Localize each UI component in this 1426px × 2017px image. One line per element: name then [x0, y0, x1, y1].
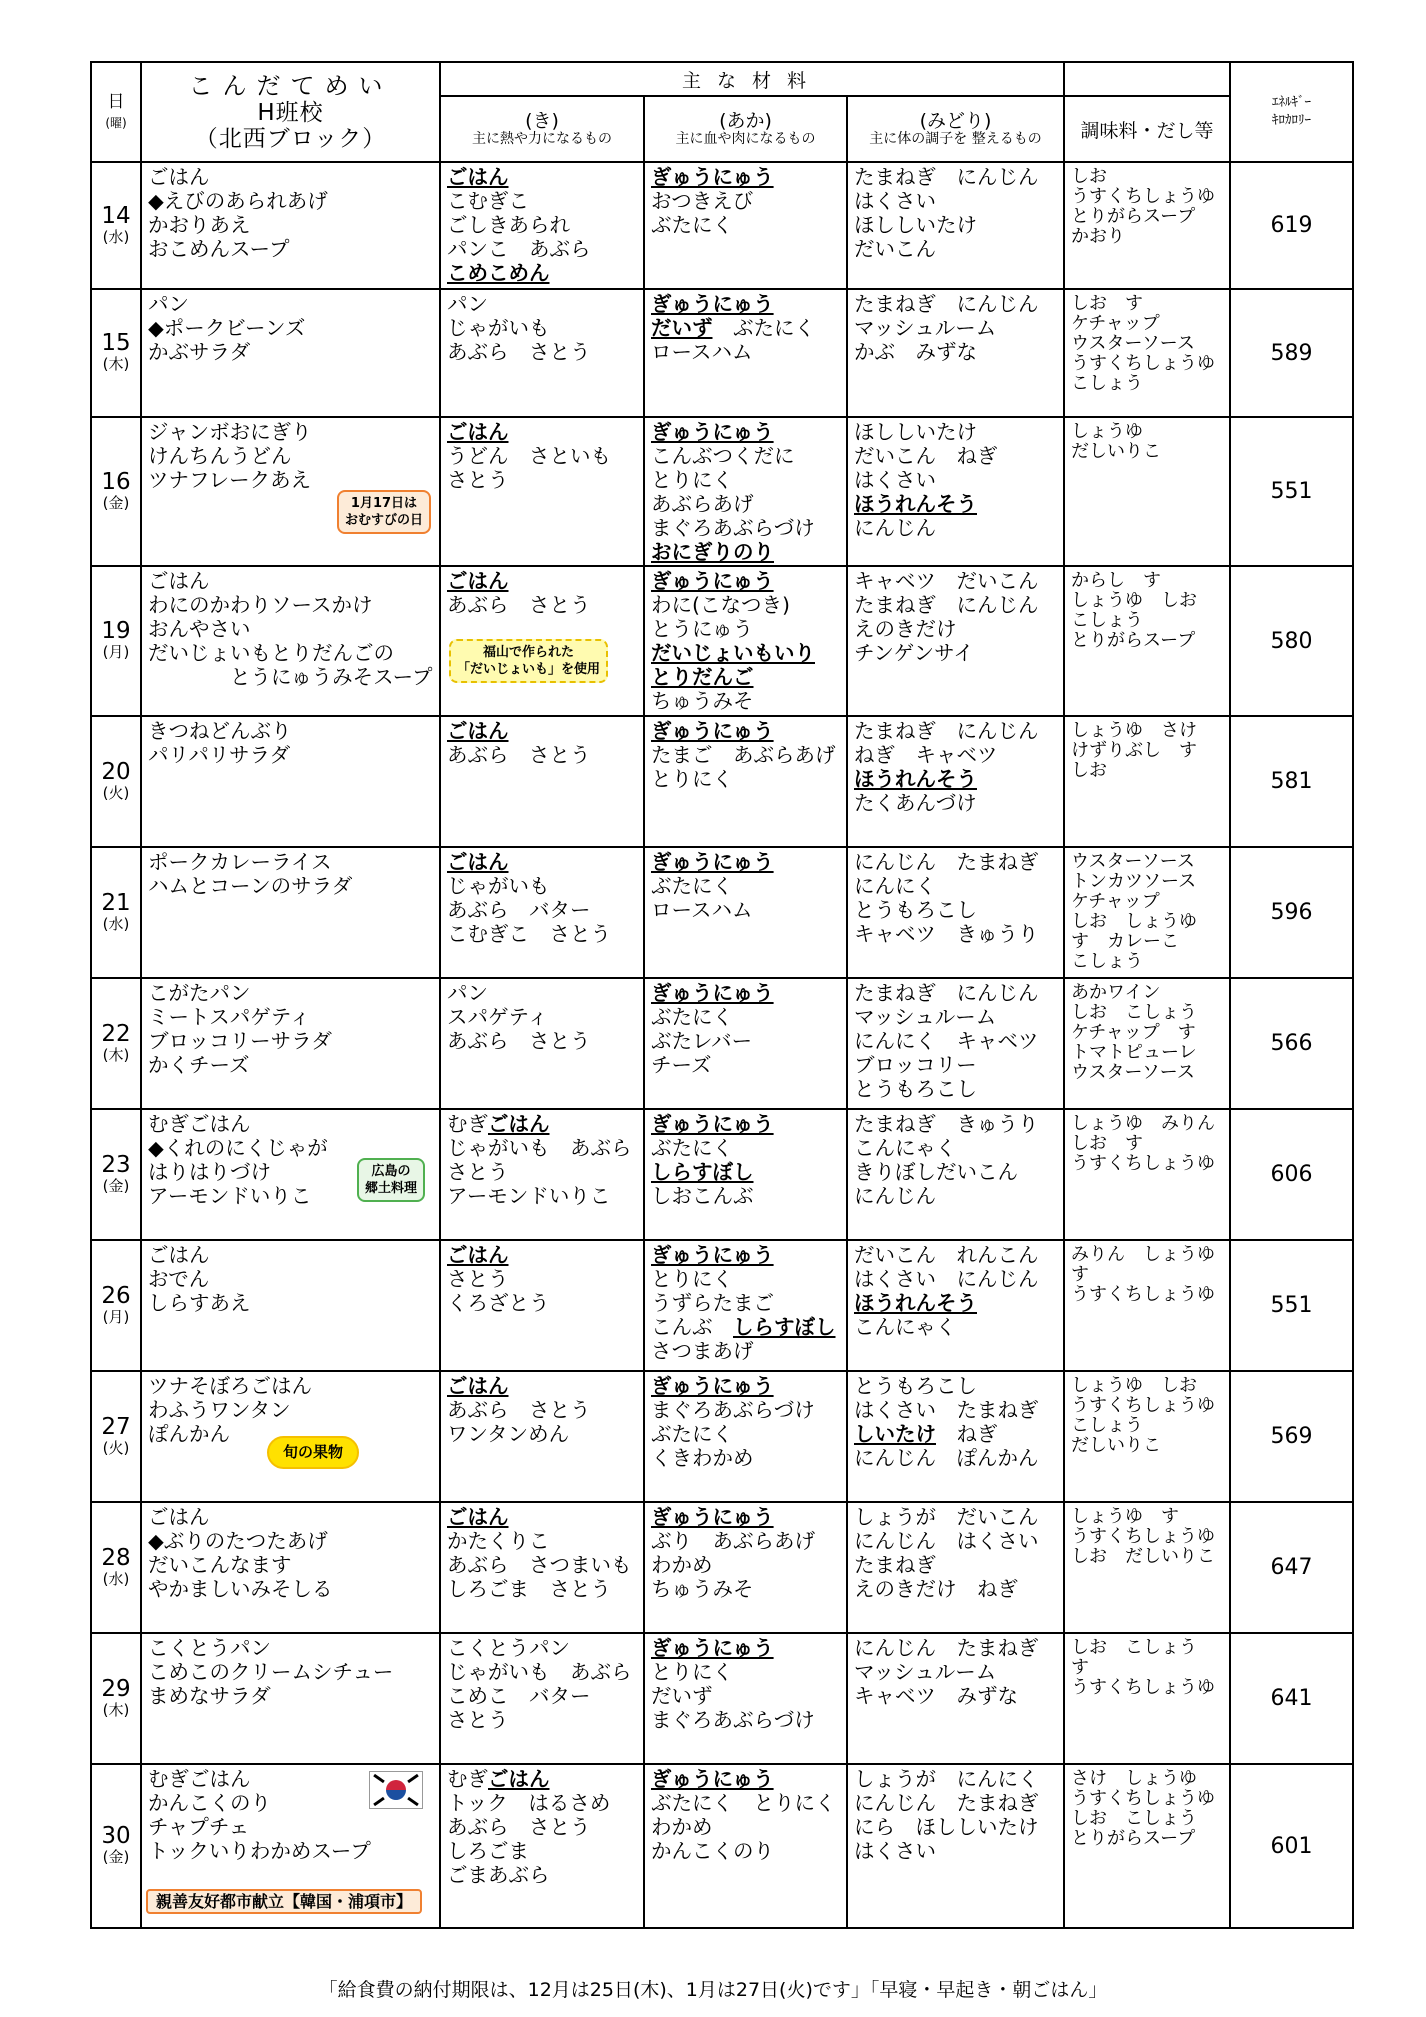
kcal-cell: 551	[1230, 417, 1353, 566]
day-cell	[91, 1502, 141, 1633]
menu-row	[91, 1240, 1353, 1371]
midori-cell-text: だいこん れんこん はくさい にんじん ほうれんそう こんにゃく	[854, 1243, 1039, 1339]
day-cell	[91, 1109, 141, 1240]
energy-label: ｴﾈﾙｷﾞｰ	[1272, 95, 1312, 110]
aka-cell-text: ぎゅうにゅう とりにく だいず まぐろあぶらづけ	[651, 1636, 815, 1732]
ki-cell	[440, 978, 644, 1109]
menu-cell-text: パン ◆ポークビーンズ かぶサラダ	[148, 292, 306, 364]
midori-cell-text: にんじん たまねぎ マッシュルーム キャベツ みずな	[854, 1636, 1039, 1708]
day-number: 27	[101, 1413, 131, 1440]
note-hiroshima: 広島の 郷土料理	[357, 1158, 425, 1202]
seasoning-cell-text: さけ しょうゆ うすくちしょうゆ しお こしょう とりがらスープ	[1071, 1768, 1216, 1849]
day-cell	[91, 289, 141, 417]
menu-row	[91, 566, 1353, 716]
highlight-ingredient: ごはん	[447, 420, 509, 444]
day-number: 30	[101, 1823, 131, 1849]
seasoning-cell-text: しお す ケチャップ ウスターソース うすくちしょうゆ こしょう	[1071, 293, 1216, 394]
menu-row	[91, 1109, 1353, 1240]
day-number: 21	[101, 889, 131, 916]
midori-cell	[847, 1764, 1064, 1928]
menu-cell-text: むぎごはん かんこくのり チャプチェ トックいりわかめスープ	[148, 1767, 371, 1863]
weekday: (月)	[102, 643, 130, 661]
seasoning-cell	[1064, 1502, 1230, 1633]
kcal-cell: 580	[1230, 566, 1353, 716]
ki-cell	[440, 289, 644, 417]
aka-cell	[644, 162, 847, 289]
midori-cell	[847, 1502, 1064, 1633]
menu-row	[91, 978, 1353, 1109]
aka-cell	[644, 1109, 847, 1240]
midori-cell	[847, 1240, 1064, 1371]
midori-cell-text: たまねぎ にんじん ねぎ キャベツ ほうれんそう たくあんづけ	[854, 719, 1039, 815]
midori-cell-text: しょうが にんにく にんじん たまねぎ にら ほししいたけ はくさい	[854, 1767, 1039, 1863]
menu-cell-text: きつねどんぶり パリパリサラダ	[148, 719, 292, 767]
highlight-ingredient: ぎゅうにゅう	[651, 1243, 774, 1267]
aka-cell	[644, 1371, 847, 1502]
aka-cell	[644, 1633, 847, 1764]
day-number: 20	[101, 758, 131, 785]
seasoning-cell	[1064, 289, 1230, 417]
header-seasoning: 調味料・だし等	[1064, 96, 1230, 162]
midori-cell-text: たまねぎ きゅうり こんにゃく きりぼしだいこん にんじん	[854, 1112, 1039, 1208]
seasoning-cell	[1064, 1109, 1230, 1240]
weekday-label: (曜)	[105, 115, 127, 130]
highlight-ingredient: ごはん	[488, 1112, 550, 1136]
menu-cell-text: ごはん ◆えびのあられあげ かおりあえ おこめんスープ	[148, 165, 328, 261]
school-name: H班校	[257, 99, 324, 126]
kcal-cell: 551	[1230, 1240, 1353, 1371]
day-cell	[91, 162, 141, 289]
midori-cell-text: キャベツ だいこん たまねぎ にんじん えのきだけ チンゲンサイ	[854, 569, 1039, 665]
ki-cell	[440, 417, 644, 566]
day-cell	[91, 566, 141, 716]
ki-cell-text: ごはん さとう くろざとう	[447, 1243, 550, 1315]
ki-cell	[440, 1240, 644, 1371]
midori-cell-text: ほししいたけ だいこん ねぎ はくさい ほうれんそう にんじん	[854, 420, 998, 540]
highlight-ingredient: ごはん	[488, 1767, 550, 1791]
highlight-ingredient: ほうれんそう	[854, 492, 977, 516]
menu-cell	[141, 1371, 440, 1502]
highlight-ingredient: ごはん	[447, 850, 509, 874]
day-number: 19	[101, 618, 131, 644]
highlight-ingredient: ごはん	[447, 1374, 509, 1398]
aka-cell-text: ぎゅうにゅう おつきえび ぶたにく	[651, 165, 774, 237]
menu-cell-text: こくとうパン こめこのクリームシチュー まめなサラダ	[148, 1636, 394, 1708]
seasoning-cell	[1064, 162, 1230, 289]
seasoning-cell-text: しょうゆ みりん しお す うすくちしょうゆ	[1071, 1113, 1216, 1174]
highlight-ingredient: おにぎりのり	[651, 540, 774, 564]
seasoning-cell-text: ウスターソース トンカツソース ケチャップ しお しょうゆ す カレーこ こしょう	[1071, 851, 1198, 972]
ki-cell	[440, 1109, 644, 1240]
ki-cell	[440, 1371, 644, 1502]
aka-desc: 主に血や肉になるもの	[675, 130, 816, 147]
highlight-ingredient: しいたけ	[854, 1422, 936, 1446]
kcal-cell: 647	[1230, 1502, 1353, 1633]
header-midori	[847, 96, 1064, 162]
header-blank	[1064, 62, 1230, 96]
aka-cell	[644, 289, 847, 417]
header-menu	[141, 62, 440, 162]
menu-row	[91, 289, 1353, 417]
midori-cell	[847, 162, 1064, 289]
menu-table	[90, 61, 1354, 1929]
weekday: (木)	[102, 355, 130, 373]
menu-row	[91, 1764, 1353, 1928]
highlight-ingredient: ほうれんそう	[854, 1291, 977, 1315]
menu-cell	[141, 1240, 440, 1371]
day-number: 15	[101, 330, 131, 356]
seasoning-cell-text: からし す しょうゆ しお こしょう とりがらスープ	[1071, 570, 1198, 651]
midori-cell	[847, 847, 1064, 978]
highlight-ingredient: ぎゅうにゅう	[651, 165, 774, 189]
menu-cell	[141, 417, 440, 566]
highlight-ingredient: とりだんご	[651, 665, 754, 689]
day-number: 16	[101, 468, 131, 495]
day-number: 23	[101, 1151, 131, 1178]
aka-cell	[644, 1502, 847, 1633]
aka-cell-text: ぎゅうにゅう ぶたにく とりにく わかめ かんこくのり	[651, 1767, 836, 1863]
menu-cell	[141, 716, 440, 847]
highlight-ingredient: ぎゅうにゅう	[651, 1112, 774, 1136]
weekday: (月)	[102, 1307, 130, 1326]
seasoning-cell-text: あかワイン しお こしょう ケチャップ す トマトピューレ ウスターソース	[1071, 982, 1198, 1083]
aka-cell-text: ぎゅうにゅう ぶたにく ロースハム	[651, 850, 774, 922]
highlight-ingredient: ぎゅうにゅう	[651, 981, 774, 1005]
menu-cell	[141, 978, 440, 1109]
seasoning-cell-text: みりん しょうゆ す うすくちしょうゆ	[1071, 1244, 1216, 1305]
day-number: 26	[101, 1282, 131, 1309]
midori-cell	[847, 978, 1064, 1109]
menu-cell-text: ごはん ◆ぶりのたつたあげ だいこんなます やかましいみそしる	[148, 1505, 333, 1601]
highlight-ingredient: ごはん	[447, 1505, 509, 1529]
menu-cell-text: ジャンボおにぎり けんちんうどん ツナフレークあえ	[148, 420, 312, 492]
highlight-ingredient: ごはん	[447, 719, 509, 743]
weekday: (水)	[102, 1569, 130, 1588]
weekday: (木)	[102, 1700, 130, 1719]
menu-row	[91, 417, 1353, 566]
day-cell	[91, 1240, 141, 1371]
seasoning-cell-text: しお うすくちしょうゆ とりがらスープ かおり	[1071, 166, 1216, 247]
kcal-cell: 596	[1230, 847, 1353, 978]
ki-title: (き)	[525, 109, 559, 132]
day-number: 28	[101, 1544, 131, 1571]
note-fruit: 旬の果物	[267, 1436, 359, 1469]
highlight-ingredient: ごはん	[447, 165, 509, 189]
seasoning-cell	[1064, 978, 1230, 1109]
aka-cell	[644, 1240, 847, 1371]
day-cell	[91, 1764, 141, 1928]
ki-cell	[440, 162, 644, 289]
kcal-cell: 569	[1230, 1371, 1353, 1502]
day-cell	[91, 978, 141, 1109]
menu-cell	[141, 289, 440, 417]
midori-cell	[847, 566, 1064, 716]
note-omusubi: 1月17日は おむすびの日	[337, 490, 431, 534]
midori-cell	[847, 1109, 1064, 1240]
header-day	[91, 62, 141, 162]
highlight-ingredient: ごはん	[447, 1243, 509, 1267]
seasoning-cell-text: しお こしょう す うすくちしょうゆ	[1071, 1637, 1216, 1698]
weekday: (火)	[102, 783, 130, 802]
menu-cell-text: むぎごはん ◆くれのにくじゃが はりはりづけ アーモンドいりこ	[148, 1112, 328, 1208]
ki-cell	[440, 1633, 644, 1764]
kcal-cell: 619	[1230, 162, 1353, 289]
day-number: 14	[101, 202, 131, 229]
ki-desc: 主に熱や力になるもの	[472, 130, 612, 147]
highlight-ingredient: ごはん	[447, 569, 509, 593]
kcal-label: ｷﾛｶﾛﾘｰ	[1272, 113, 1312, 128]
menu-cell	[141, 1633, 440, 1764]
aka-cell-text: ぎゅうにゅう とりにく うずらたまご こんぶ しらすぼし さつまあげ	[651, 1243, 836, 1363]
aka-cell	[644, 1764, 847, 1928]
aka-cell-text: ぎゅうにゅう たまご あぶらあげ とりにく	[651, 719, 836, 791]
ki-cell-text: ごはん あぶら さとう	[447, 569, 591, 617]
midori-cell	[847, 1633, 1064, 1764]
midori-cell-text: たまねぎ にんじん はくさい ほししいたけ だいこん	[854, 165, 1039, 261]
weekday: (水)	[102, 227, 130, 246]
ki-cell-text: こくとうパン じゃがいも あぶら こめこ バター さとう	[447, 1636, 632, 1732]
ki-cell-text: ごはん こむぎこ ごしきあられ パンこ あぶら こめこめん	[447, 165, 591, 285]
ki-cell-text: パン じゃがいも あぶら さとう	[447, 292, 591, 364]
menu-cell-text: ツナそぼろごはん わふうワンタン ぽんかん	[148, 1374, 312, 1446]
seasoning-cell-text: しょうゆ さけ けずりぶし す しお	[1071, 720, 1198, 781]
day-cell	[91, 716, 141, 847]
highlight-ingredient: ぎゅうにゅう	[651, 719, 774, 743]
day-cell	[91, 417, 141, 566]
menu-title: こんだてめい	[188, 71, 393, 100]
seasoning-cell	[1064, 566, 1230, 716]
aka-cell-text: ぎゅうにゅう ぶたにく しらすぼし しおこんぶ	[651, 1112, 774, 1208]
midori-desc: 主に体の調子を 整えるもの	[869, 130, 1042, 147]
menu-row	[91, 716, 1353, 847]
day-cell	[91, 1633, 141, 1764]
seasoning-cell-text: しょうゆ しお うすくちしょうゆ こしょう だしいりこ	[1071, 1375, 1216, 1456]
highlight-ingredient: しらすぼし	[651, 1160, 754, 1184]
menu-row	[91, 847, 1353, 978]
ki-cell-text: ごはん じゃがいも あぶら バター こむぎこ さとう	[447, 850, 611, 946]
aka-cell	[644, 566, 847, 716]
midori-cell	[847, 289, 1064, 417]
day-number: 22	[101, 1020, 131, 1047]
highlight-ingredient: ぎゅうにゅう	[651, 850, 774, 874]
ki-cell-text: ごはん うどん さといも さとう	[447, 420, 611, 492]
highlight-ingredient: ぎゅうにゅう	[651, 1505, 774, 1529]
menu-cell	[141, 1502, 440, 1633]
ki-cell-text: ごはん あぶら さとう ワンタンめん	[447, 1374, 591, 1446]
menu-cell	[141, 1764, 440, 1928]
aka-cell-text: ぎゅうにゅう わに(こなつき) とうにゅう だいじょいもいり とりだんご ちゅうみそ	[651, 569, 815, 713]
day-number: 29	[101, 1675, 131, 1702]
kcal-cell: 641	[1230, 1633, 1353, 1764]
korea-flag-icon	[369, 1771, 423, 1809]
weekday: (金)	[102, 1848, 130, 1866]
kcal-cell: 566	[1230, 978, 1353, 1109]
note-sister_city: 親善友好都市献立【韓国・浦項市】	[146, 1889, 422, 1914]
midori-title: (みどり)	[919, 109, 992, 132]
highlight-ingredient: ほうれんそう	[854, 767, 977, 791]
ki-cell-text: パン スパゲティ あぶら さとう	[447, 981, 591, 1053]
highlight-ingredient: ぎゅうにゅう	[651, 420, 774, 444]
note-fukuyama: 福山で作られた 「だいじょいも」を使用	[449, 639, 608, 683]
ki-cell	[440, 1764, 644, 1928]
seasoning-cell	[1064, 417, 1230, 566]
header-energy	[1230, 62, 1353, 162]
ki-cell-text: むぎごはん トック はるさめ あぶら さとう しろごま ごまあぶら	[447, 1767, 611, 1887]
highlight-ingredient: だいず	[651, 316, 713, 340]
menu-cell	[141, 847, 440, 978]
header-aka	[644, 96, 847, 162]
menu-cell	[141, 1109, 440, 1240]
highlight-ingredient: ぎゅうにゅう	[651, 1636, 774, 1660]
midori-cell-text: たまねぎ にんじん マッシュルーム にんにく キャベツ ブロッコリー とうもろこし	[854, 981, 1039, 1101]
seasoning-cell	[1064, 1633, 1230, 1764]
seasoning-cell-text: しょうゆ す うすくちしょうゆ しお だしいりこ	[1071, 1506, 1216, 1567]
midori-cell	[847, 716, 1064, 847]
midori-cell-text: にんじん たまねぎ にんにく とうもろこし キャベツ きゅうり	[854, 850, 1039, 946]
seasoning-cell	[1064, 1240, 1230, 1371]
ki-cell	[440, 847, 644, 978]
seasoning-cell-text: しょうゆ だしいりこ	[1071, 421, 1162, 462]
header-ki	[440, 96, 644, 162]
weekday: (金)	[102, 1176, 130, 1195]
menu-row	[91, 162, 1353, 289]
aka-cell-text: ぎゅうにゅう こんぶつくだに とりにく あぶらあげ まぐろあぶらづけ おにぎりのり	[651, 420, 815, 564]
highlight-ingredient: ぎゅうにゅう	[651, 292, 774, 316]
block-name: （北西ブロック）	[194, 125, 387, 152]
menu-cell-text: ポークカレーライス ハムとコーンのサラダ	[148, 850, 353, 898]
highlight-ingredient: ぎゅうにゅう	[651, 1767, 774, 1791]
highlight-ingredient: ぎゅうにゅう	[651, 569, 774, 593]
seasoning-cell	[1064, 1371, 1230, 1502]
highlight-ingredient: だいじょいもいり	[651, 641, 815, 665]
aka-cell	[644, 978, 847, 1109]
aka-cell-text: ぎゅうにゅう ぶたにく ぶたレバー チーズ	[651, 981, 774, 1077]
ki-cell-text: ごはん あぶら さとう	[447, 719, 591, 767]
aka-cell-text: ぎゅうにゅう だいず ぶたにく ロースハム	[651, 292, 815, 364]
menu-cell	[141, 566, 440, 716]
seasoning-cell	[1064, 716, 1230, 847]
aka-cell	[644, 417, 847, 566]
kcal-cell: 606	[1230, 1109, 1353, 1240]
aka-cell-text: ぎゅうにゅう ぶり あぶらあげ わかめ ちゅうみそ	[651, 1505, 815, 1601]
aka-cell	[644, 716, 847, 847]
ki-cell-text: むぎごはん じゃがいも あぶら さとう アーモンドいりこ	[447, 1112, 632, 1208]
menu-rows	[91, 162, 1353, 1928]
weekday: (火)	[102, 1438, 130, 1457]
menu-row	[91, 1502, 1353, 1633]
footer-note: 「給食費の納付期限は、12月は25日(木)、1月は27日(火)です」「早寝・早起き・朝ごはん」	[318, 1979, 1108, 2001]
menu-cell-text: ごはん わにのかわりソースかけ おんやさい だいじょいもとりだんごの とうにゅうみそスープ	[148, 569, 433, 689]
midori-cell-text: しょうが だいこん にんじん はくさい たまねぎ えのきだけ ねぎ	[854, 1505, 1039, 1601]
aka-title: (あか)	[719, 109, 772, 132]
seasoning-cell	[1064, 1764, 1230, 1928]
ki-cell-text: ごはん かたくりこ あぶら さつまいも しろごま さとう	[447, 1505, 632, 1601]
day-cell	[91, 847, 141, 978]
weekday: (金)	[102, 493, 130, 512]
day-cell	[91, 1371, 141, 1502]
weekday: (木)	[102, 1045, 130, 1064]
weekday: (水)	[102, 914, 130, 933]
midori-cell-text: たまねぎ にんじん マッシュルーム かぶ みずな	[854, 292, 1039, 364]
aka-cell	[644, 847, 847, 978]
menu-row	[91, 1633, 1353, 1764]
midori-cell	[847, 417, 1064, 566]
menu-row	[91, 1371, 1353, 1502]
highlight-ingredient: ぎゅうにゅう	[651, 1374, 774, 1398]
day-label: 日	[107, 91, 125, 112]
seasoning-cell	[1064, 847, 1230, 978]
menu-cell-text: こがたパン ミートスパゲティ ブロッコリーサラダ かくチーズ	[148, 981, 332, 1077]
kcal-cell: 601	[1230, 1764, 1353, 1928]
ki-cell	[440, 716, 644, 847]
ki-cell	[440, 1502, 644, 1633]
highlight-ingredient: こめこめん	[447, 261, 550, 285]
kcal-cell: 581	[1230, 716, 1353, 847]
highlight-ingredient: しらすぼし	[733, 1315, 836, 1339]
midori-cell	[847, 1371, 1064, 1502]
menu-cell-text: ごはん おでん しらすあえ	[148, 1243, 251, 1315]
ki-cell	[440, 566, 644, 716]
kcal-cell: 589	[1230, 289, 1353, 417]
aka-cell-text: ぎゅうにゅう まぐろあぶらづけ ぶたにく くきわかめ	[651, 1374, 815, 1470]
midori-cell-text: とうもろこし はくさい たまねぎ しいたけ ねぎ にんじん ぽんかん	[854, 1374, 1039, 1470]
header-main-ingredients: 主な材料	[440, 62, 1064, 96]
menu-cell	[141, 162, 440, 289]
